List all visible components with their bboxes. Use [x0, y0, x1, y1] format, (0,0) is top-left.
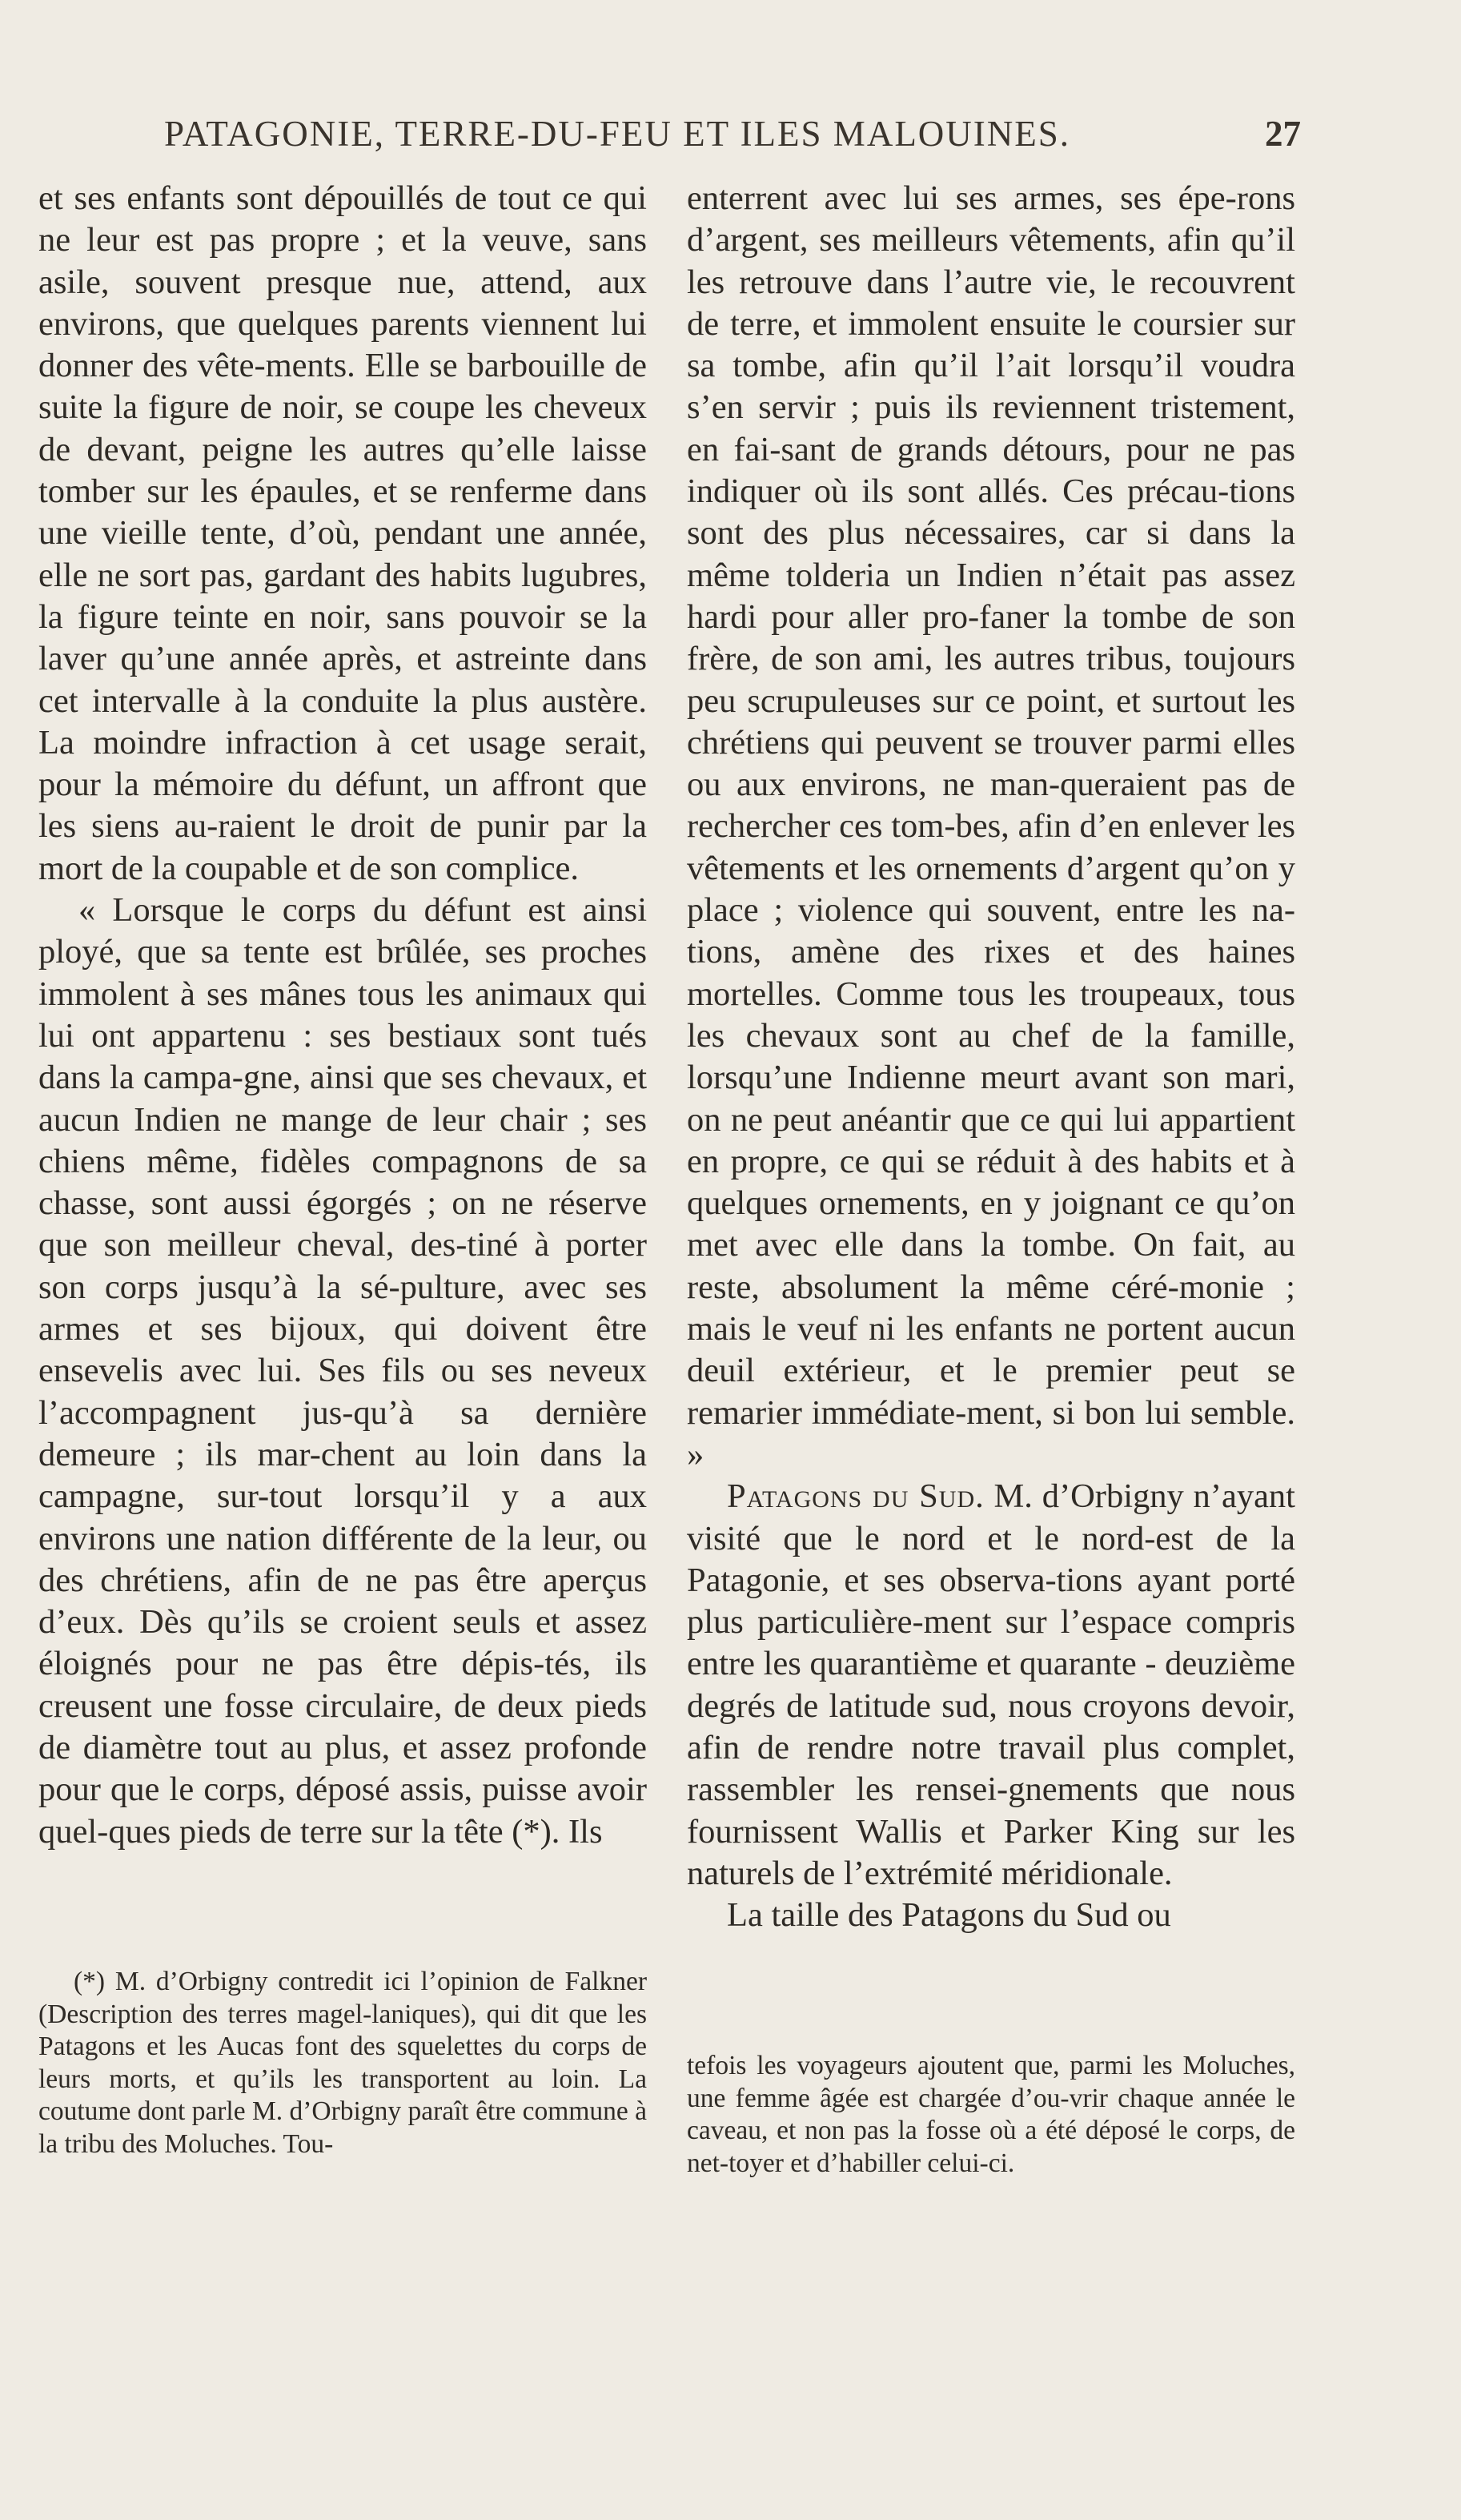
footnote-right-text: tefois les voyageurs ajoutent que, parmi les Moluches, une femme âgée est chargée d’ou-vrir chaque année le caveau, et non pas la fosse où a été déposé le corps, de net-toyer et d’habiller celui-ci.	[687, 2051, 1295, 2178]
left-column	[38, 178, 647, 1853]
left-paragraph-2: « Lorsque le corps du défunt est ainsi ployé, que sa tente est brûlée, ses proches immolent à ses mânes tous les animaux qui lui ont appartenu : ses bestiaux sont tués dans la campa-gne, ainsi que ses chevaux, et aucun Indien ne mange de leur chair ; ses chiens même, fidèles compagnons de sa chasse, sont aussi égorgés ; on ne réserve que son meilleur cheval, des-tiné à porter son corps jusqu’à la sé-pulture, avec ses armes et ses bijoux, qui doivent être ensevelis avec lui. Ses fils ou ses neveux l’accompagnent jus-qu’à sa dernière demeure ; ils mar-chent au loin dans la campagne, sur-tout lorsqu’il y a aux environs une nation différente de la leur, ou des chrétiens, afin de ne pas être aperçus d’eux. Dès qu’ils se croient seuls et assez éloignés pour ne pas être dépis-tés, ils creusent une fosse circulaire, de deux pieds de diamètre tout au plus, et assez profonde pour que le corps, déposé assis, puisse avoir quel-ques pieds de terre sur la tête (*). Ils	[38, 891, 647, 1851]
right-paragraph-1: enterrent avec lui ses armes, ses épe-rons d’argent, ses meilleurs vêtements, afin qu’il les retrouve dans l’autre vie, le recouvrent de terre, et immolent ensuite le coursier sur sa tombe, afin qu’il l’ait lorsqu’il voudra s’en servir ; puis ils reviennent tristement, en fai-sant de grands détours, pour ne pas indiquer où ils sont allés. Ces précau-tions sont des plus nécessaires, car si dans la même tolderia un Indien n’était pas assez hardi pour aller pro-faner la tombe de son frère, de son ami, les autres tribus, toujours peu scrupuleuses sur ce point, et surtout les chrétiens qui peuvent se trouver parmi elles ou aux environs, ne man-queraient pas de rechercher ces tom-bes, afin d’en enlever les vêtements et les ornements d’argent qu’on y place ; violence qui souvent, entre les na-tions, amène des rixes et des haines mortelles. Comme tous les troupeaux, tous les chevaux sont au chef de la famille, lorsqu’une Indienne meurt avant son mari, on ne peut anéantir que ce qui lui appartient en propre, ce qui se réduit à des habits et à quelques ornements, en y joignant ce qu’on met avec elle dans la tombe. On fait, au reste, absolument la même céré-monie ; mais le veuf ni les enfants ne portent aucun deuil extérieur, et le premier peut se remarier immédiate-ment, si bon lui semble. »	[687, 179, 1295, 1473]
footnote-left	[38, 1966, 647, 2160]
right-column	[687, 178, 1295, 1936]
section-body: M. d’Orbigny n’ayant visité que le nord et le nord-est de la Patagonie, et ses observa-tions ayant porté plus particulière-ment sur l’espace compris entre les quarantième et quarante - deuzième degrés de latitude sud, nous croyons devoir, afin de rendre notre travail plus complet, rassembler les rensei-gnements que nous fournissent Wallis et Parker King sur les naturels de l’extrémité méridionale.	[687, 1477, 1295, 1892]
footnote-left-text: (*) M. d’Orbigny contredit ici l’opinion de Falkner (Description des terres magel-laniques), qui dit que les Patagons et les Aucas font des squelettes du corps de leurs morts, et qu’ils les transportent au loin. La coutume dont parle M. d’Orbigny paraît être commune à la tribu des Moluches. Tou-	[38, 1967, 648, 2159]
section-heading: Patagons du Sud.	[727, 1477, 985, 1516]
running-title: PATAGONIE, TERRE-DU-FEU ET ILES MALOUINES.	[164, 114, 1071, 154]
running-head	[164, 106, 1301, 162]
left-paragraph-1: et ses enfants sont dépouillés de tout ce qui ne leur est pas propre ; et la veuve, sans asile, souvent presque nue, attend, aux environs, que quelques parents viennent lui donner des vête-ments. Elle se barbouille de suite la figure de noir, se coupe les cheveux de devant, peigne les autres qu’elle laisse tomber sur les épaules, et se renferme dans une vieille tente, d’où, pendant une année, elle ne sort pas, gardant des habits lugubres, la figure teinte en noir, sans pouvoir se la laver qu’une année après, et astreinte dans cet intervalle à la conduite la plus austère. La moindre infraction à cet usage serait, pour la mémoire du défunt, un affront que les siens au-raient le droit de punir par la mort de la coupable et de son complice.	[38, 179, 647, 887]
right-paragraph-3: La taille des Patagons du Sud ou	[727, 1896, 1171, 1935]
footnote-right	[687, 2050, 1295, 2180]
page-number: 27	[1265, 114, 1301, 154]
right-paragraph-2	[687, 1476, 1295, 1895]
